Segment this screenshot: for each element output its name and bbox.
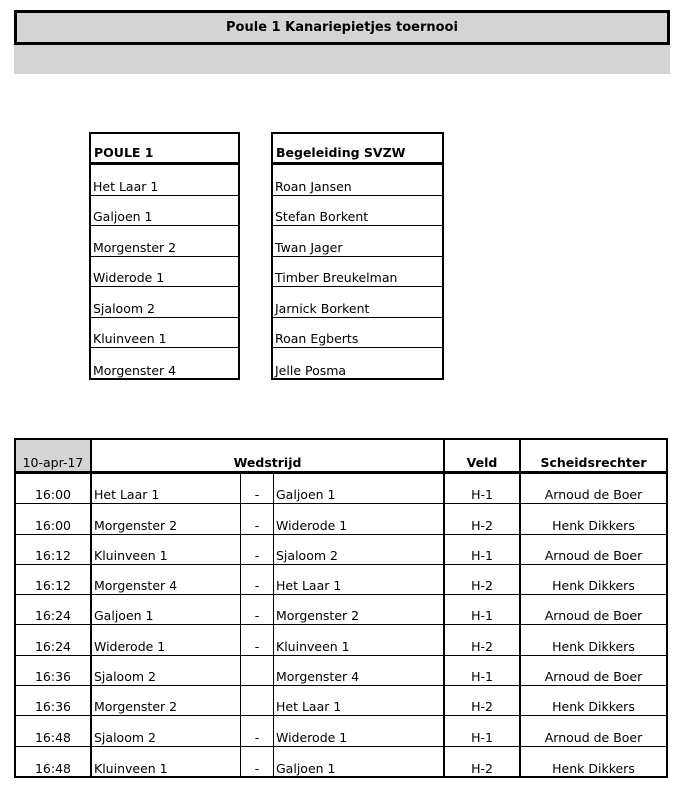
match-field: H-1 <box>445 535 521 564</box>
match-time: 16:12 <box>16 535 92 564</box>
poule-team: Galjoen 1 <box>91 196 238 227</box>
match-time: 16:48 <box>16 747 92 777</box>
begeleiding-table <box>271 132 444 380</box>
match-away: Kluinveen 1 <box>274 625 445 654</box>
match-away: Widerode 1 <box>274 504 445 533</box>
match-home: Sjaloom 2 <box>94 729 156 745</box>
match-time: 16:24 <box>16 625 92 654</box>
table-row <box>16 474 666 504</box>
match-referee: Henk Dikkers <box>552 578 635 594</box>
begeleiding-name: Jelle Posma <box>275 362 347 378</box>
table-row <box>16 535 666 565</box>
match-field: H-2 <box>445 686 521 715</box>
match-separator: - <box>240 716 274 745</box>
match-away: Morgenster 2 <box>274 595 445 624</box>
table-row <box>16 565 666 595</box>
match-separator: - <box>240 595 274 624</box>
begeleiding-name: Jarnick Borkent <box>273 287 442 318</box>
begeleiding-name: Roan Jansen <box>273 165 442 196</box>
begeleiding-name: Timber Breukelman <box>273 257 442 288</box>
match-away: Morgenster 4 <box>274 656 445 685</box>
match-field: H-1 <box>445 656 521 685</box>
match-away: Sjaloom 2 <box>274 535 445 564</box>
match-time: 16:36 <box>16 686 92 715</box>
match-separator <box>240 686 274 715</box>
match-field: H-1 <box>445 716 521 745</box>
match-field: H-2 <box>445 747 521 777</box>
match-field: H-2 <box>445 504 521 533</box>
col-ref-header: Scheidsrechter <box>540 455 647 470</box>
poule-team: Sjaloom 2 <box>91 287 238 318</box>
match-away: Widerode 1 <box>274 716 445 745</box>
match-separator: - <box>240 565 274 594</box>
match-home: Sjaloom 2 <box>94 669 156 685</box>
poule-team: Kluinveen 1 <box>91 318 238 349</box>
table-row <box>16 625 666 655</box>
begeleiding-name: Roan Egberts <box>273 318 442 349</box>
match-separator: - <box>240 747 274 777</box>
match-time: 16:48 <box>16 716 92 745</box>
schedule-body <box>16 474 666 777</box>
match-separator: - <box>240 474 274 503</box>
table-row <box>16 686 666 716</box>
match-referee: Henk Dikkers <box>552 760 635 776</box>
poule-table <box>89 132 240 380</box>
match-home: Widerode 1 <box>94 638 166 654</box>
schedule-date: 10-apr-17 <box>16 440 92 471</box>
page-title <box>14 10 670 45</box>
match-separator: - <box>240 504 274 533</box>
match-away: Galjoen 1 <box>274 474 445 503</box>
match-home: Morgenster 4 <box>94 578 178 594</box>
match-separator: - <box>240 535 274 564</box>
schedule-header <box>16 440 666 474</box>
begeleiding-name: Stefan Borkent <box>273 196 442 227</box>
match-referee: Henk Dikkers <box>552 517 635 533</box>
match-referee: Arnoud de Boer <box>544 547 643 563</box>
poule-team: Widerode 1 <box>91 257 238 288</box>
match-referee: Arnoud de Boer <box>544 608 643 624</box>
col-field-header: Veld <box>445 440 521 471</box>
match-home: Morgenster 2 <box>94 517 178 533</box>
match-referee: Henk Dikkers <box>552 638 635 654</box>
table-row <box>16 504 666 534</box>
begeleiding-name: Twan Jager <box>273 226 442 257</box>
title-band <box>14 45 670 74</box>
table-row <box>16 716 666 746</box>
match-field: H-2 <box>445 625 521 654</box>
poule-team: Morgenster 2 <box>91 226 238 257</box>
match-field: H-2 <box>445 565 521 594</box>
table-row <box>16 747 666 777</box>
match-separator: - <box>240 625 274 654</box>
match-home: Morgenster 2 <box>94 699 178 715</box>
match-time: 16:00 <box>16 504 92 533</box>
begeleiding-header: Begeleiding SVZW <box>273 134 442 165</box>
match-referee: Arnoud de Boer <box>544 669 643 685</box>
match-time: 16:24 <box>16 595 92 624</box>
match-referee: Henk Dikkers <box>552 699 635 715</box>
col-match-header: Wedstrijd <box>92 440 445 471</box>
match-away: Galjoen 1 <box>274 747 445 777</box>
match-field: H-1 <box>445 595 521 624</box>
poule-team: Het Laar 1 <box>91 165 238 196</box>
match-away: Het Laar 1 <box>274 686 445 715</box>
poule-header: POULE 1 <box>91 134 238 165</box>
match-home: Kluinveen 1 <box>94 760 168 776</box>
table-row <box>16 656 666 686</box>
match-away: Het Laar 1 <box>274 565 445 594</box>
match-time: 16:36 <box>16 656 92 685</box>
match-home: Galjoen 1 <box>94 608 154 624</box>
match-field: H-1 <box>445 474 521 503</box>
table-row <box>16 595 666 625</box>
match-home: Het Laar 1 <box>94 487 160 503</box>
match-referee: Arnoud de Boer <box>544 487 643 503</box>
match-home: Kluinveen 1 <box>94 547 168 563</box>
schedule-table <box>14 438 668 778</box>
match-separator <box>240 656 274 685</box>
page-title-text: Poule 1 Kanariepietjes toernooi <box>226 20 458 35</box>
match-time: 16:00 <box>16 474 92 503</box>
match-time: 16:12 <box>16 565 92 594</box>
match-referee: Arnoud de Boer <box>544 729 643 745</box>
poule-team: Morgenster 4 <box>93 362 177 378</box>
